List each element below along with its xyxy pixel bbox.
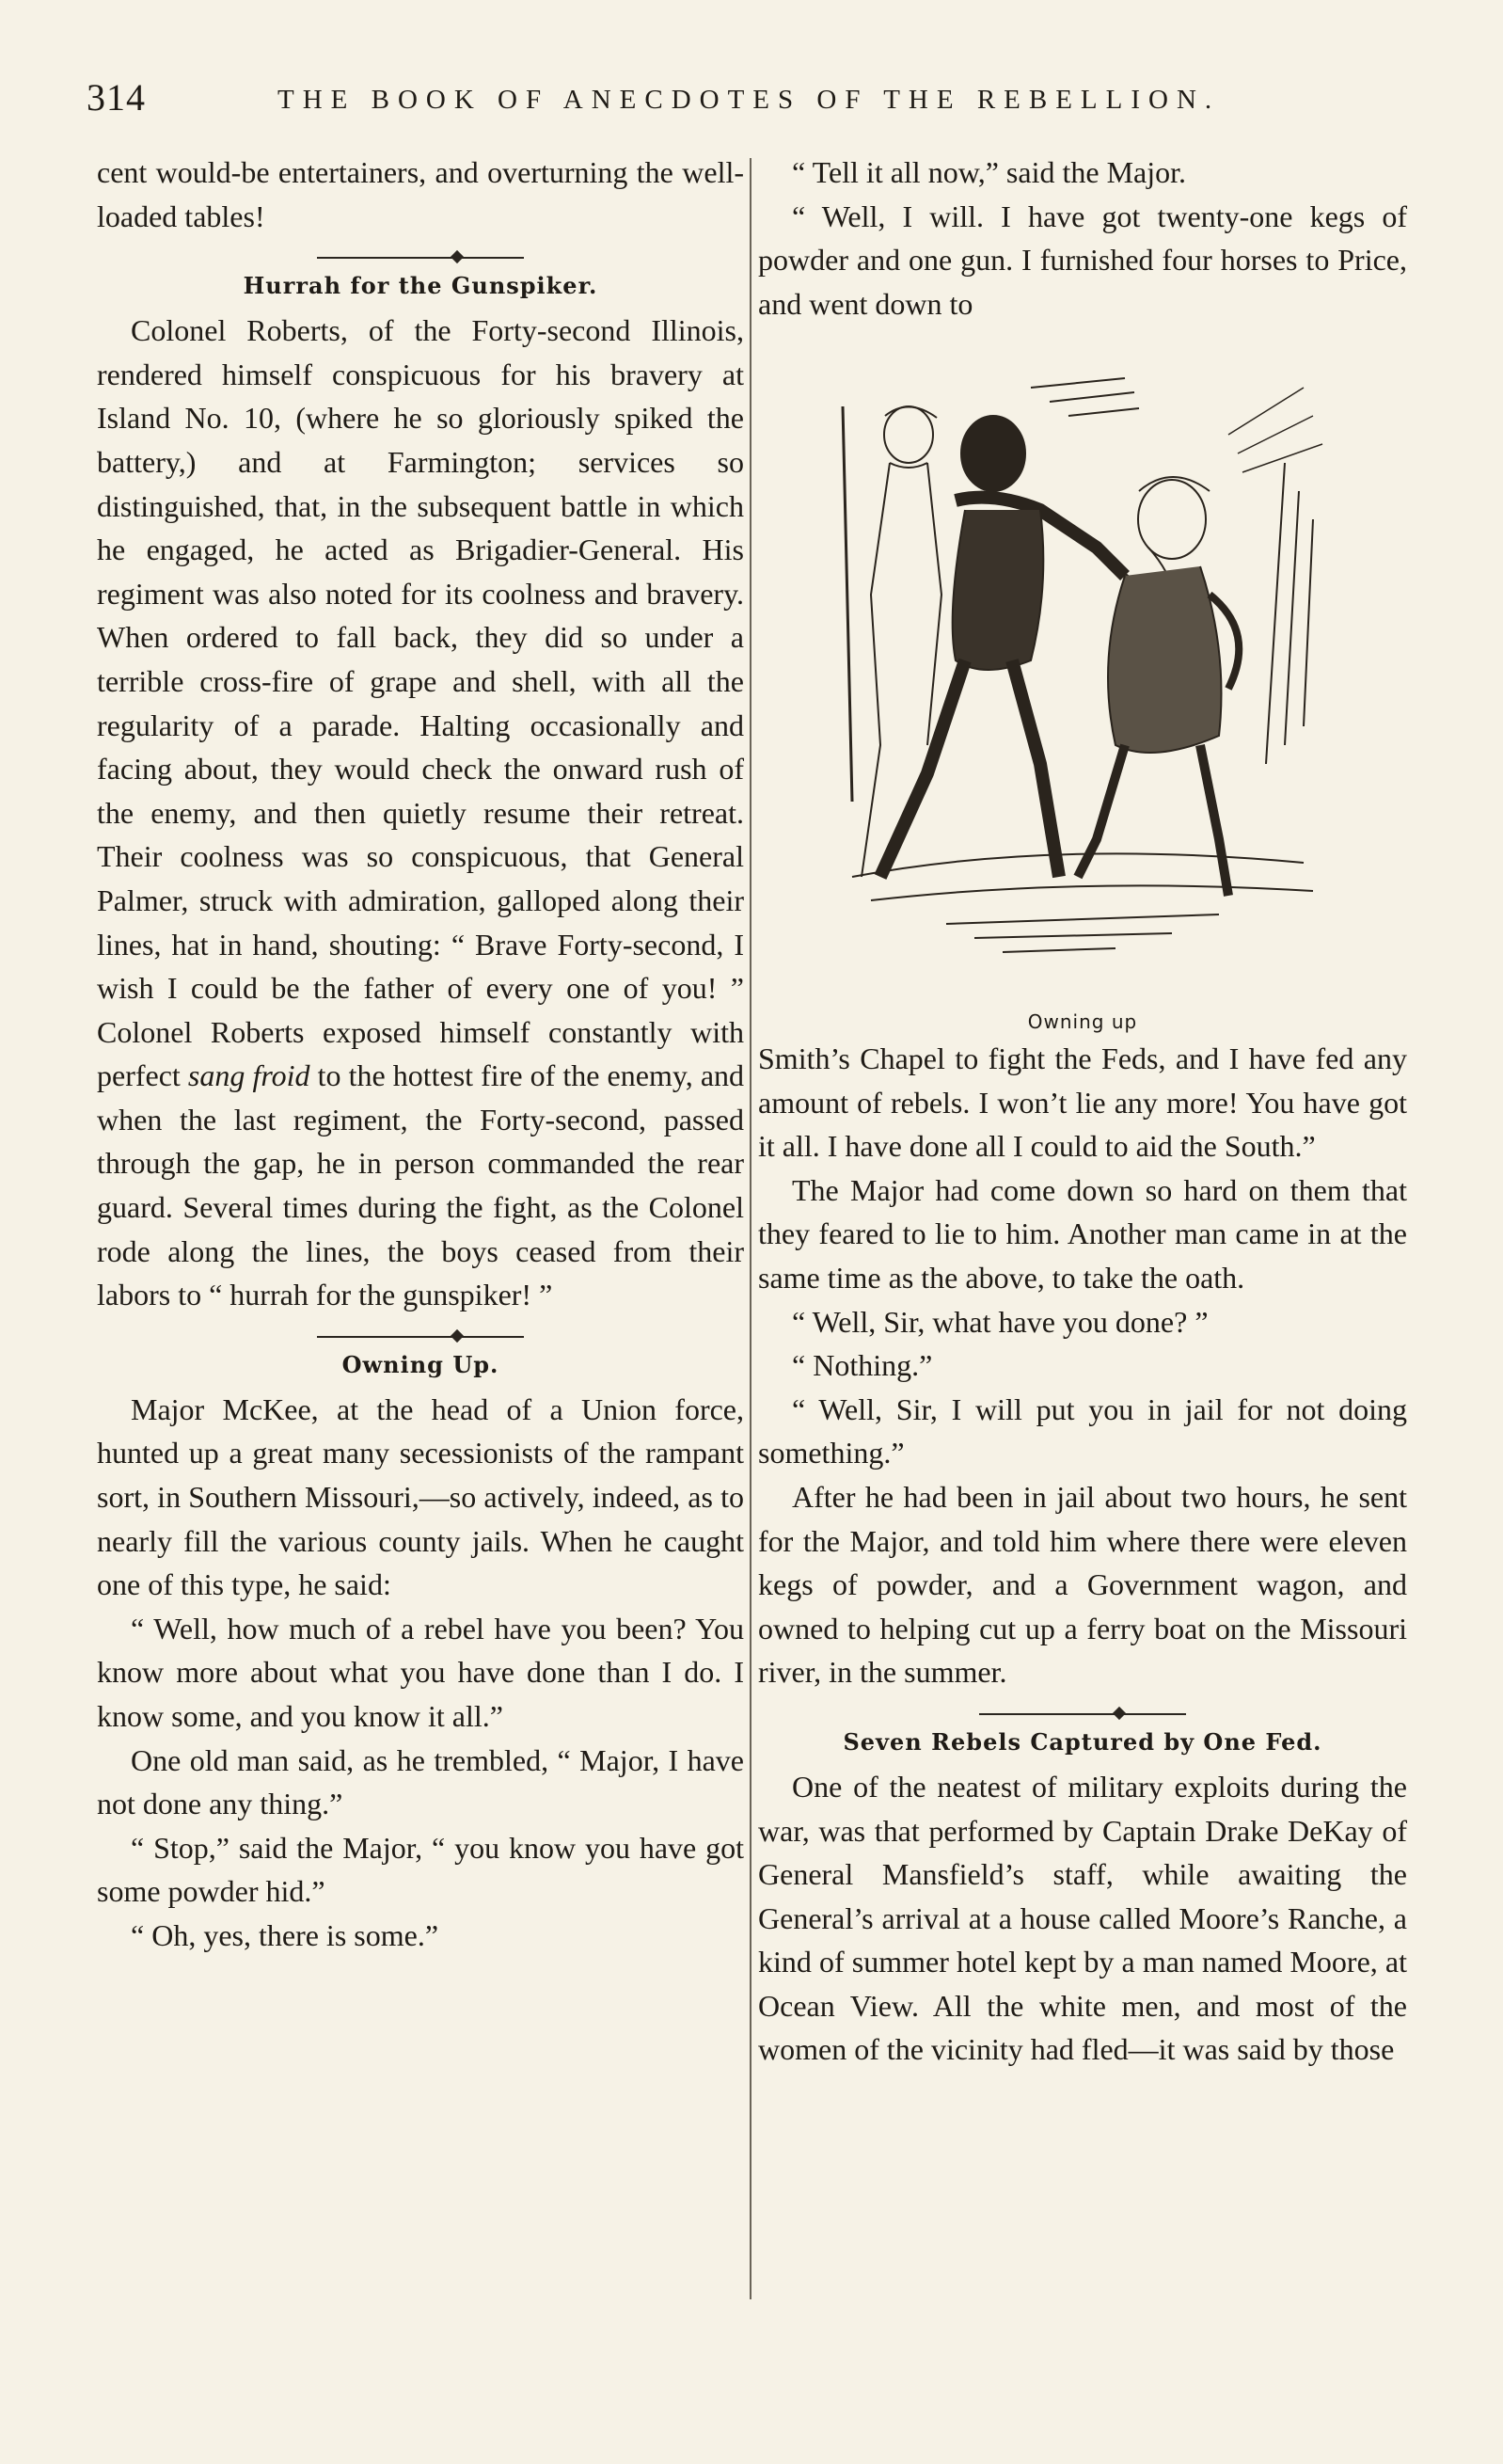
section-ornament — [317, 1327, 524, 1347]
right-column — [758, 151, 1407, 1034]
column-divider — [750, 158, 752, 2299]
paragraph: “ Stop,” said the Major, “ you know you have got some powder hid.” — [97, 1830, 744, 1909]
paragraph: “ Well, I will. I have got twenty-one kegs of powder and one gun. I furnished four horses to Price, and went down to — [758, 199, 1407, 321]
running-head: THE BOOK OF ANECDOTES OF THE REBELLION. — [277, 85, 1221, 115]
left-column — [97, 151, 744, 1958]
paragraph: One old man said, as he trembled, “ Major, I have not done any thing.” — [97, 1742, 744, 1821]
paragraph: The Major had come down so hard on them that they feared to lie to him. Another man came in at the same time as the above, to take the oath. — [758, 1172, 1407, 1295]
page-number: 314 — [87, 76, 146, 119]
section-ornament — [979, 1704, 1186, 1725]
paragraph-continuation: cent would-be entertainers, and overturning the well-loaded tables! — [97, 155, 744, 233]
paragraph: “ Well, Sir, what have you done? ” — [792, 1304, 1209, 1339]
paragraph: One of the neatest of military exploits during the war, was that performed by Captain Drake DeKay of General Mansfield’s staff, while awaiting the General’s arrival at a house called Moore’s Ranche, a kind of summer hotel kept by a man named Moore, at Ocean View. All the white men, and most of the women of the vicinity had fled—it was said by those — [758, 1769, 1407, 2067]
text-run: to the hottest fire of the enemy, and when the last regiment, the Forty-second, passed through the gap, he in person commanded the rear guard. Several times during the fight, as the Colonel rode along the lines, the boys ceased from their labors to “ hurrah for the gunspiker! ” — [97, 1058, 745, 1312]
illustration-caption: Owning up — [1027, 1010, 1138, 1034]
section-ornament — [317, 247, 524, 268]
paragraph: “ Well, how much of a rebel have you been? You know more about what you have done than I do. I know some, and you know it all.” — [97, 1611, 744, 1733]
paragraph: “ Oh, yes, there is some.” — [131, 1917, 439, 1952]
paragraph: Smith’s Chapel to fight the Feds, and I have fed any amount of rebels. I won’t lie any more! You have got it all. I have done all I could to aid the South.” — [758, 1041, 1407, 1164]
paragraph: Major McKee, at the head of a Union force, hunted up a great many secessionists of the rampant sort, in Southern Missouri,—so actively, indeed, as to nearly fill the various county jails. When he caught one of this type, he said: — [97, 1391, 744, 1602]
paragraph-gunspiker — [97, 309, 744, 1317]
paragraph: “ Nothing.” — [792, 1348, 933, 1383]
paragraph: “ Well, Sir, I will put you in jail for not doing something.” — [758, 1391, 1407, 1470]
section-heading-gunspiker: Hurrah for the Gunspiker. — [243, 272, 598, 300]
section-heading-owning-up: Owning Up. — [341, 1350, 499, 1378]
engraving-owning-up-image — [815, 350, 1360, 990]
right-column-continued — [758, 1037, 1407, 2072]
text-run: Colonel Roberts, of the Forty-second Illinois, rendered himself conspicuous for his bravery at Island No. 10, (where he so gloriously spiked the battery,) and at Farmington; services so distinguished, that, in the subsequent battle in which he engaged, he acted as Brigadier-General. His regiment was also noted for its coolness and bravery. When ordered to fall back, they did so under a terrible cross-fire of grape and shell, with all the regularity of a parade. Halting occasionally and facing about, they would check the onward rush of the enemy, and then quietly resume their retreat. Their coolness was so conspicuous, that General Palmer, struck with admiration, galloped along their lines, hat in hand, shouting: “ Brave Forty-second, I wish I could be the father of every one of you! ” Colonel Roberts exposed himself constantly with perfect — [97, 313, 744, 1093]
engraving-illustration — [758, 350, 1407, 1034]
paragraph: After he had been in jail about two hours, he sent for the Major, and told him where there were eleven kegs of powder, and a Government wagon, and owned to helping cut up a ferry boat on the Missouri river, in the summer. — [758, 1479, 1407, 1690]
section-heading-seven-rebels: Seven Rebels Captured by One Fed. — [843, 1727, 1322, 1756]
italic-phrase: sang froid — [187, 1058, 310, 1093]
paragraph: “ Tell it all now,” said the Major. — [792, 155, 1186, 189]
